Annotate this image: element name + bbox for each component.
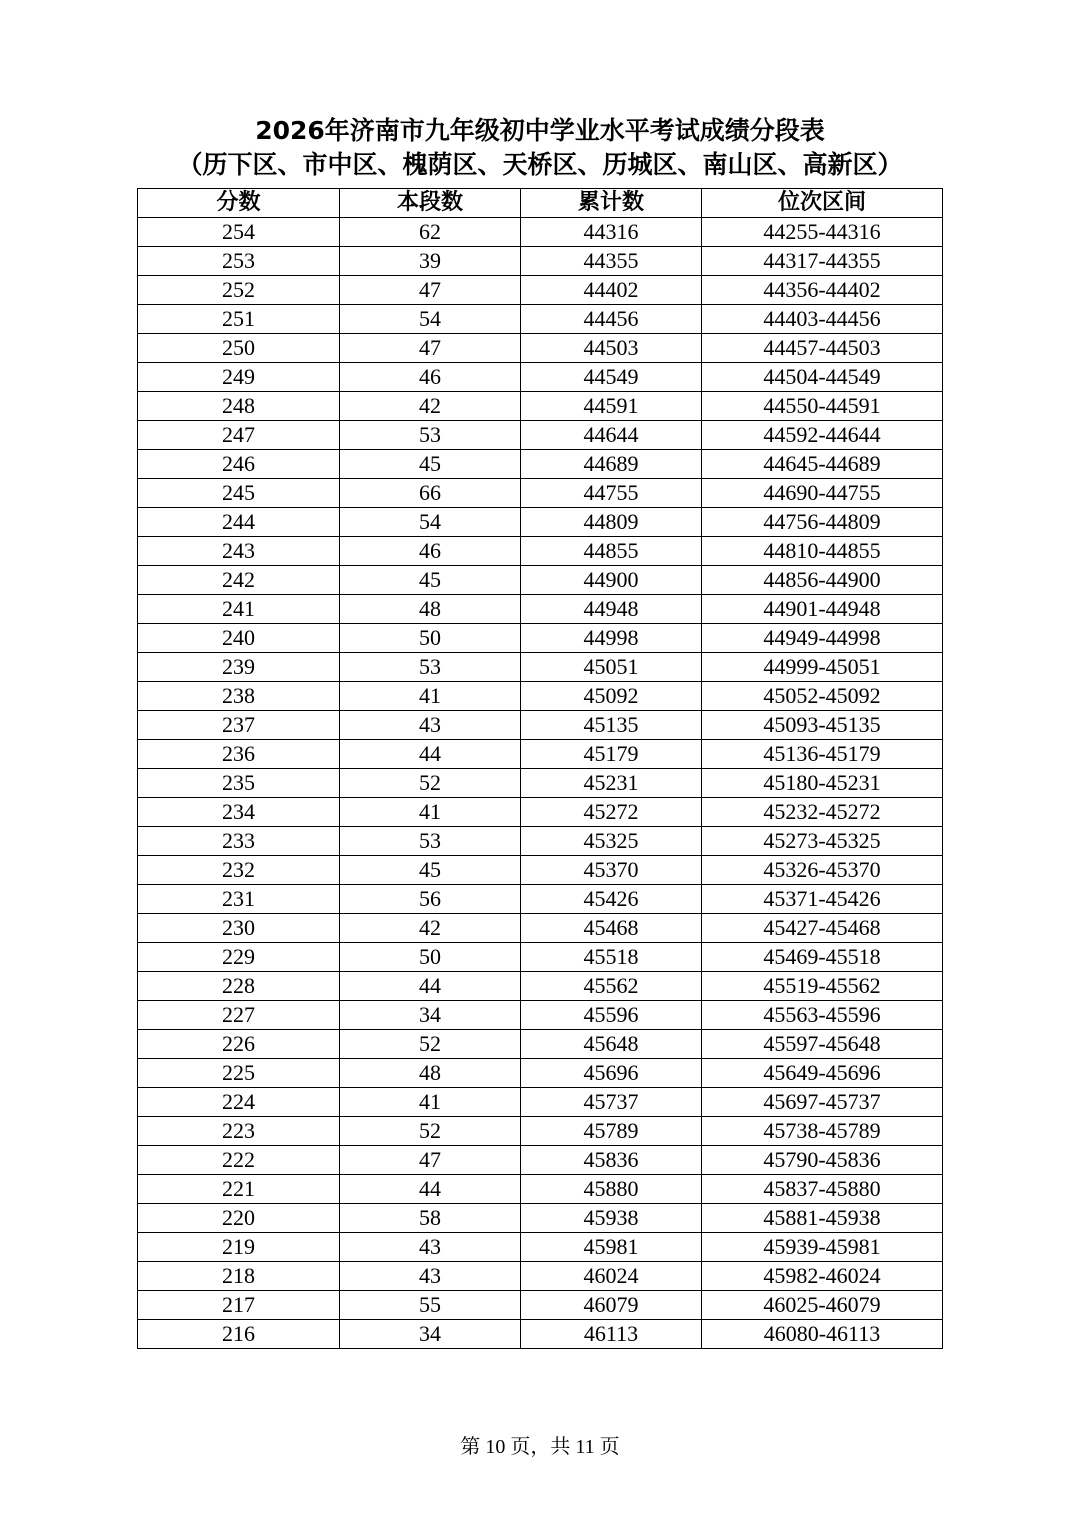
segment-count-cell: 58: [340, 1204, 521, 1233]
rank-range-cell: 46025-46079: [702, 1291, 943, 1320]
rank-range-cell: 45427-45468: [702, 914, 943, 943]
score-cell: 253: [138, 247, 340, 276]
table-row: [138, 798, 943, 827]
cumulative-count-cell: 45981: [521, 1233, 702, 1262]
rank-range-cell: 44810-44855: [702, 537, 943, 566]
segment-count-cell: 53: [340, 827, 521, 856]
rank-range-cell: 45093-45135: [702, 711, 943, 740]
cumulative-count-cell: 44948: [521, 595, 702, 624]
rank-range-cell: 44949-44998: [702, 624, 943, 653]
segment-count-cell: 46: [340, 537, 521, 566]
score-cell: 244: [138, 508, 340, 537]
segment-count-cell: 48: [340, 595, 521, 624]
rank-range-cell: 44317-44355: [702, 247, 943, 276]
score-cell: 222: [138, 1146, 340, 1175]
rank-range-cell: 45326-45370: [702, 856, 943, 885]
table-row: [138, 914, 943, 943]
cumulative-count-cell: 44644: [521, 421, 702, 450]
segment-count-cell: 41: [340, 682, 521, 711]
cumulative-count-cell: 45880: [521, 1175, 702, 1204]
cumulative-count-cell: 44549: [521, 363, 702, 392]
rank-range-cell: 45982-46024: [702, 1262, 943, 1291]
segment-count-cell: 43: [340, 711, 521, 740]
segment-count-cell: 54: [340, 305, 521, 334]
cumulative-count-cell: 45562: [521, 972, 702, 1001]
table-row: [138, 1291, 943, 1320]
table-row: [138, 1030, 943, 1059]
cumulative-count-cell: 45836: [521, 1146, 702, 1175]
rank-range-cell: 45232-45272: [702, 798, 943, 827]
segment-count-cell: 53: [340, 421, 521, 450]
page-footer: 第 10 页，共 11 页: [460, 1436, 620, 1458]
table-row: [138, 218, 943, 247]
table-row: [138, 566, 943, 595]
score-table: [137, 188, 943, 1349]
segment-count-cell: 47: [340, 1146, 521, 1175]
score-cell: 223: [138, 1117, 340, 1146]
segment-count-cell: 45: [340, 566, 521, 595]
table-row: [138, 1320, 943, 1349]
cumulative-count-cell: 45426: [521, 885, 702, 914]
rank-range-cell: 45649-45696: [702, 1059, 943, 1088]
rank-range-cell: 45052-45092: [702, 682, 943, 711]
cumulative-count-cell: 46113: [521, 1320, 702, 1349]
segment-count-cell: 66: [340, 479, 521, 508]
table-row: [138, 595, 943, 624]
score-cell: 249: [138, 363, 340, 392]
cumulative-count-cell: 45231: [521, 769, 702, 798]
rank-range-cell: 44999-45051: [702, 653, 943, 682]
segment-count-cell: 43: [340, 1233, 521, 1262]
score-cell: 233: [138, 827, 340, 856]
cumulative-count-cell: 45938: [521, 1204, 702, 1233]
cumulative-count-cell: 46079: [521, 1291, 702, 1320]
cumulative-count-cell: 44855: [521, 537, 702, 566]
rank-range-cell: 44756-44809: [702, 508, 943, 537]
segment-count-cell: 45: [340, 450, 521, 479]
cumulative-count-cell: 45272: [521, 798, 702, 827]
score-cell: 231: [138, 885, 340, 914]
score-cell: 218: [138, 1262, 340, 1291]
table-row: [138, 1059, 943, 1088]
segment-count-cell: 62: [340, 218, 521, 247]
rank-range-cell: 45790-45836: [702, 1146, 943, 1175]
segment-count-cell: 47: [340, 334, 521, 363]
rank-range-cell: 45563-45596: [702, 1001, 943, 1030]
rank-range-cell: 44690-44755: [702, 479, 943, 508]
score-cell: 243: [138, 537, 340, 566]
segment-count-cell: 52: [340, 1117, 521, 1146]
segment-count-cell: 43: [340, 1262, 521, 1291]
table-row: [138, 1175, 943, 1204]
segment-count-cell: 53: [340, 653, 521, 682]
score-cell: 216: [138, 1320, 340, 1349]
score-cell: 229: [138, 943, 340, 972]
segment-count-cell: 55: [340, 1291, 521, 1320]
cumulative-count-cell: 44402: [521, 276, 702, 305]
score-cell: 251: [138, 305, 340, 334]
segment-count-cell: 41: [340, 1088, 521, 1117]
rank-range-cell: 45519-45562: [702, 972, 943, 1001]
score-cell: 252: [138, 276, 340, 305]
segment-count-cell: 44: [340, 972, 521, 1001]
table-row: [138, 247, 943, 276]
table-row: [138, 827, 943, 856]
header-score: 分数: [138, 189, 340, 218]
rank-range-cell: 44856-44900: [702, 566, 943, 595]
score-cell: 235: [138, 769, 340, 798]
cumulative-count-cell: 45737: [521, 1088, 702, 1117]
table-row: [138, 421, 943, 450]
rank-range-cell: 44550-44591: [702, 392, 943, 421]
segment-count-cell: 50: [340, 624, 521, 653]
segment-count-cell: 42: [340, 392, 521, 421]
table-row: [138, 1204, 943, 1233]
header-rank-range: 位次区间: [702, 189, 943, 218]
cumulative-count-cell: 44998: [521, 624, 702, 653]
score-cell: 250: [138, 334, 340, 363]
score-cell: 242: [138, 566, 340, 595]
document-subtitle: （历下区、市中区、槐荫区、天桥区、历城区、南山区、高新区）: [177, 150, 903, 179]
score-cell: 241: [138, 595, 340, 624]
rank-range-cell: 45939-45981: [702, 1233, 943, 1262]
segment-count-cell: 52: [340, 769, 521, 798]
rank-range-cell: 45371-45426: [702, 885, 943, 914]
table-row: [138, 1262, 943, 1291]
score-cell: 227: [138, 1001, 340, 1030]
rank-range-cell: 45180-45231: [702, 769, 943, 798]
rank-range-cell: 45697-45737: [702, 1088, 943, 1117]
table-row: [138, 537, 943, 566]
segment-count-cell: 34: [340, 1320, 521, 1349]
table-row: [138, 653, 943, 682]
score-cell: 238: [138, 682, 340, 711]
table-row: [138, 972, 943, 1001]
rank-range-cell: 45837-45880: [702, 1175, 943, 1204]
score-cell: 248: [138, 392, 340, 421]
rank-range-cell: 44592-44644: [702, 421, 943, 450]
rank-range-cell: 45469-45518: [702, 943, 943, 972]
cumulative-count-cell: 44456: [521, 305, 702, 334]
table-row: [138, 392, 943, 421]
rank-range-cell: 44901-44948: [702, 595, 943, 624]
rank-range-cell: 44356-44402: [702, 276, 943, 305]
table-row: [138, 1001, 943, 1030]
cumulative-count-cell: 45518: [521, 943, 702, 972]
segment-count-cell: 45: [340, 856, 521, 885]
cumulative-count-cell: 44503: [521, 334, 702, 363]
table-row: [138, 479, 943, 508]
cumulative-count-cell: 45696: [521, 1059, 702, 1088]
score-cell: 240: [138, 624, 340, 653]
cumulative-count-cell: 45135: [521, 711, 702, 740]
segment-count-cell: 41: [340, 798, 521, 827]
cumulative-count-cell: 45051: [521, 653, 702, 682]
cumulative-count-cell: 45370: [521, 856, 702, 885]
rank-range-cell: 45597-45648: [702, 1030, 943, 1059]
cumulative-count-cell: 45092: [521, 682, 702, 711]
cumulative-count-cell: 45648: [521, 1030, 702, 1059]
table-row: [138, 1233, 943, 1262]
header-segment-count: 本段数: [340, 189, 521, 218]
score-cell: 239: [138, 653, 340, 682]
score-cell: 220: [138, 1204, 340, 1233]
table-row: [138, 450, 943, 479]
score-cell: 237: [138, 711, 340, 740]
score-cell: 221: [138, 1175, 340, 1204]
cumulative-count-cell: 46024: [521, 1262, 702, 1291]
cumulative-count-cell: 44809: [521, 508, 702, 537]
segment-count-cell: 50: [340, 943, 521, 972]
cumulative-count-cell: 45468: [521, 914, 702, 943]
cumulative-count-cell: 45596: [521, 1001, 702, 1030]
score-cell: 254: [138, 218, 340, 247]
score-cell: 225: [138, 1059, 340, 1088]
score-cell: 219: [138, 1233, 340, 1262]
rank-range-cell: 44403-44456: [702, 305, 943, 334]
table-row: [138, 363, 943, 392]
cumulative-count-cell: 44591: [521, 392, 702, 421]
rank-range-cell: 45738-45789: [702, 1117, 943, 1146]
cumulative-count-cell: 44355: [521, 247, 702, 276]
score-cell: 228: [138, 972, 340, 1001]
score-cell: 245: [138, 479, 340, 508]
segment-count-cell: 47: [340, 276, 521, 305]
score-cell: 246: [138, 450, 340, 479]
rank-range-cell: 45881-45938: [702, 1204, 943, 1233]
cumulative-count-cell: 45789: [521, 1117, 702, 1146]
score-cell: 232: [138, 856, 340, 885]
cumulative-count-cell: 44900: [521, 566, 702, 595]
table-row: [138, 740, 943, 769]
segment-count-cell: 56: [340, 885, 521, 914]
segment-count-cell: 52: [340, 1030, 521, 1059]
table-row: [138, 334, 943, 363]
table-row: [138, 856, 943, 885]
cumulative-count-cell: 44689: [521, 450, 702, 479]
score-cell: 230: [138, 914, 340, 943]
rank-range-cell: 44504-44549: [702, 363, 943, 392]
cumulative-count-cell: 44755: [521, 479, 702, 508]
segment-count-cell: 44: [340, 1175, 521, 1204]
table-row: [138, 1146, 943, 1175]
score-cell: 226: [138, 1030, 340, 1059]
score-cell: 224: [138, 1088, 340, 1117]
table-row: [138, 1088, 943, 1117]
rank-range-cell: 44255-44316: [702, 218, 943, 247]
table-row: [138, 276, 943, 305]
table-row: [138, 682, 943, 711]
segment-count-cell: 42: [340, 914, 521, 943]
table-row: [138, 769, 943, 798]
segment-count-cell: 46: [340, 363, 521, 392]
segment-count-cell: 44: [340, 740, 521, 769]
cumulative-count-cell: 45179: [521, 740, 702, 769]
table-row: [138, 508, 943, 537]
score-cell: 247: [138, 421, 340, 450]
score-cell: 236: [138, 740, 340, 769]
cumulative-count-cell: 44316: [521, 218, 702, 247]
segment-count-cell: 39: [340, 247, 521, 276]
table-row: [138, 305, 943, 334]
table-row: [138, 943, 943, 972]
segment-count-cell: 48: [340, 1059, 521, 1088]
table-row: [138, 711, 943, 740]
document-title: 2026年济南市九年级初中学业水平考试成绩分段表: [255, 116, 825, 145]
segment-count-cell: 54: [340, 508, 521, 537]
cumulative-count-cell: 45325: [521, 827, 702, 856]
table-header-row: [138, 189, 943, 218]
rank-range-cell: 45136-45179: [702, 740, 943, 769]
rank-range-cell: 46080-46113: [702, 1320, 943, 1349]
score-cell: 217: [138, 1291, 340, 1320]
table-body: [138, 218, 943, 1349]
score-cell: 234: [138, 798, 340, 827]
rank-range-cell: 44457-44503: [702, 334, 943, 363]
header-cumulative-count: 累计数: [521, 189, 702, 218]
table-row: [138, 624, 943, 653]
segment-count-cell: 34: [340, 1001, 521, 1030]
table-row: [138, 1117, 943, 1146]
rank-range-cell: 44645-44689: [702, 450, 943, 479]
rank-range-cell: 45273-45325: [702, 827, 943, 856]
table-row: [138, 885, 943, 914]
